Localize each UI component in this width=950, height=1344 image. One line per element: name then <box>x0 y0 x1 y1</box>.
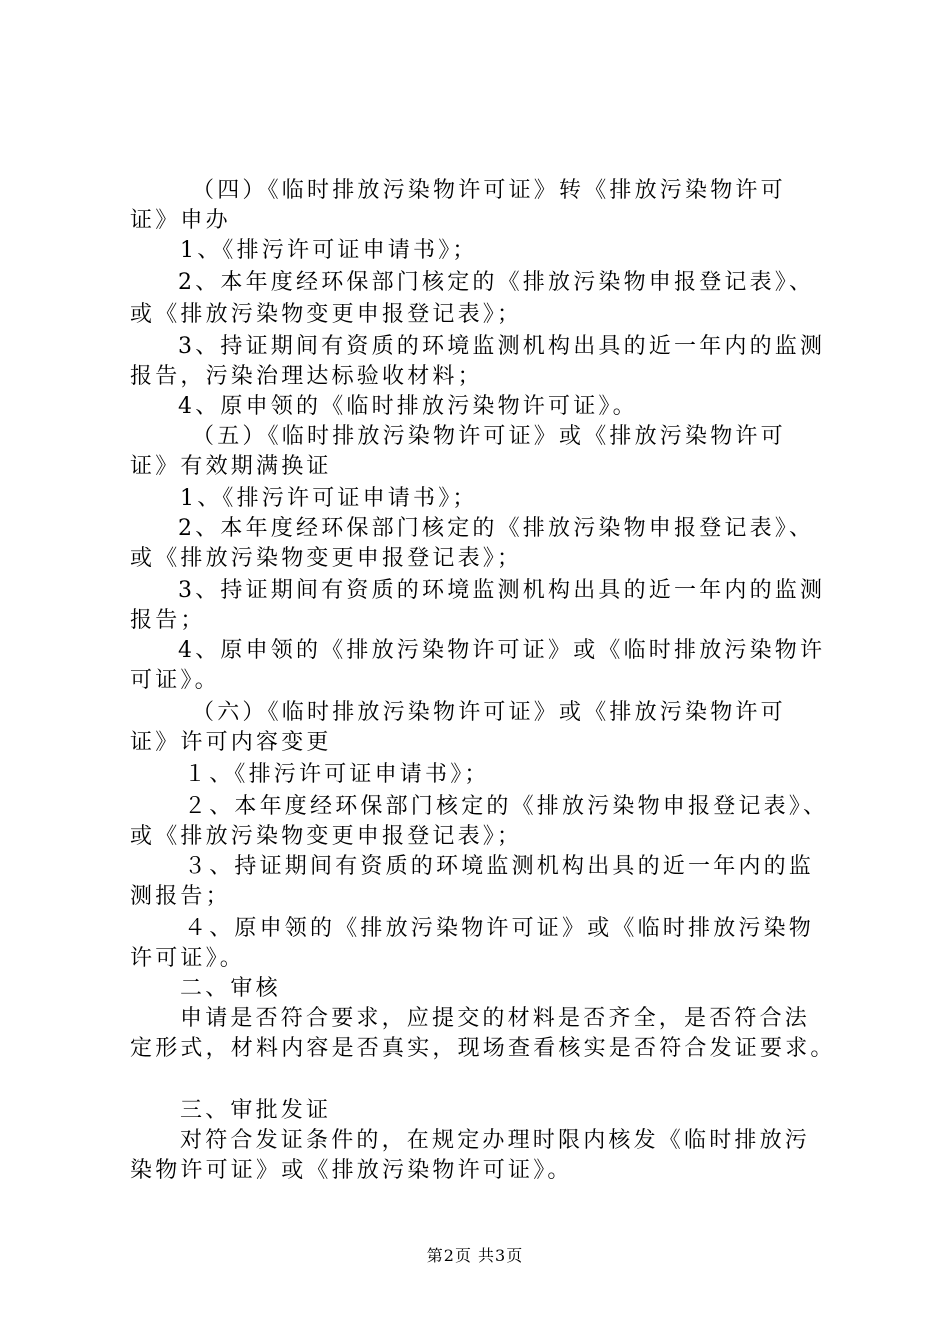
section-five-item-1: 1、《排污许可证申请书》； <box>180 486 478 511</box>
section-five-heading-cont: 证》有效期满换证 <box>130 454 332 479</box>
section-six-item-2: ２、本年度经环保部门核定的《排放污染物申报登记表》、 <box>184 794 829 819</box>
section-four-heading-cont: 证》申办 <box>130 208 231 233</box>
section-six-item-1: １、《排污许可证申请书》； <box>184 762 490 787</box>
review-paragraph-cont: 定形式，材料内容是否真实，现场查看核实是否符合发证要求。 <box>130 1036 836 1061</box>
section-four-item-4: 4、原申领的《临时排放污染物许可证》。 <box>178 394 638 419</box>
approval-paragraph-cont: 染物许可证》或《排放污染物许可证》。 <box>130 1158 573 1183</box>
section-five-heading: （五）《临时排放污染物许可证》或《排放污染物许可 <box>192 424 786 449</box>
section-four-item-1: 1、《排污许可证申请书》； <box>180 238 478 263</box>
section-five-item-3-cont: 报告； <box>130 608 206 633</box>
section-six-heading: （六）《临时排放污染物许可证》或《排放污染物许可 <box>192 700 786 725</box>
review-heading: 二、审核 <box>180 976 281 1001</box>
section-six-item-3: ３、持证期间有资质的环境监测机构出具的近一年内的监 <box>184 854 815 879</box>
section-five-item-4: 4、原申领的《排放污染物许可证》或《临时排放污染物许 <box>178 638 826 663</box>
section-six-item-4: ４、原申领的《排放污染物许可证》或《临时排放污染物 <box>184 916 815 941</box>
page-number-footer: 第2页 共3页 <box>426 1246 524 1265</box>
section-five-item-2-cont: 或《排放污染物变更申报登记表》； <box>130 546 523 571</box>
section-five-item-4-cont: 可证》。 <box>130 668 220 693</box>
section-four-item-3-cont: 报告，污染治理达标验收材料； <box>130 364 483 389</box>
approval-paragraph: 对符合发证条件的，在规定办理时限内核发《临时排放污 <box>180 1128 811 1153</box>
section-four-item-2: 2、本年度经环保部门核定的《排放污染物申报登记表》、 <box>178 270 815 295</box>
section-six-item-3-cont: 测报告； <box>130 884 231 909</box>
approval-heading: 三、审批发证 <box>180 1098 332 1123</box>
section-six-heading-cont: 证》许可内容变更 <box>130 730 332 755</box>
section-five-item-2: 2、本年度经环保部门核定的《排放污染物申报登记表》、 <box>178 516 815 541</box>
review-paragraph: 申请是否符合要求，应提交的材料是否齐全，是否符合法 <box>180 1006 811 1031</box>
section-six-item-2-cont: 或《排放污染物变更申报登记表》； <box>130 824 523 849</box>
section-five-item-3: 3、持证期间有资质的环境监测机构出具的近一年内的监测 <box>178 578 826 603</box>
section-six-item-4-cont: 许可证》。 <box>130 946 246 971</box>
section-four-heading: （四）《临时排放污染物许可证》转《排放污染物许可 <box>192 178 786 203</box>
section-four-item-2-cont: 或《排放污染物变更申报登记表》； <box>130 302 523 327</box>
section-four-item-3: 3、持证期间有资质的环境监测机构出具的近一年内的监测 <box>178 334 826 359</box>
